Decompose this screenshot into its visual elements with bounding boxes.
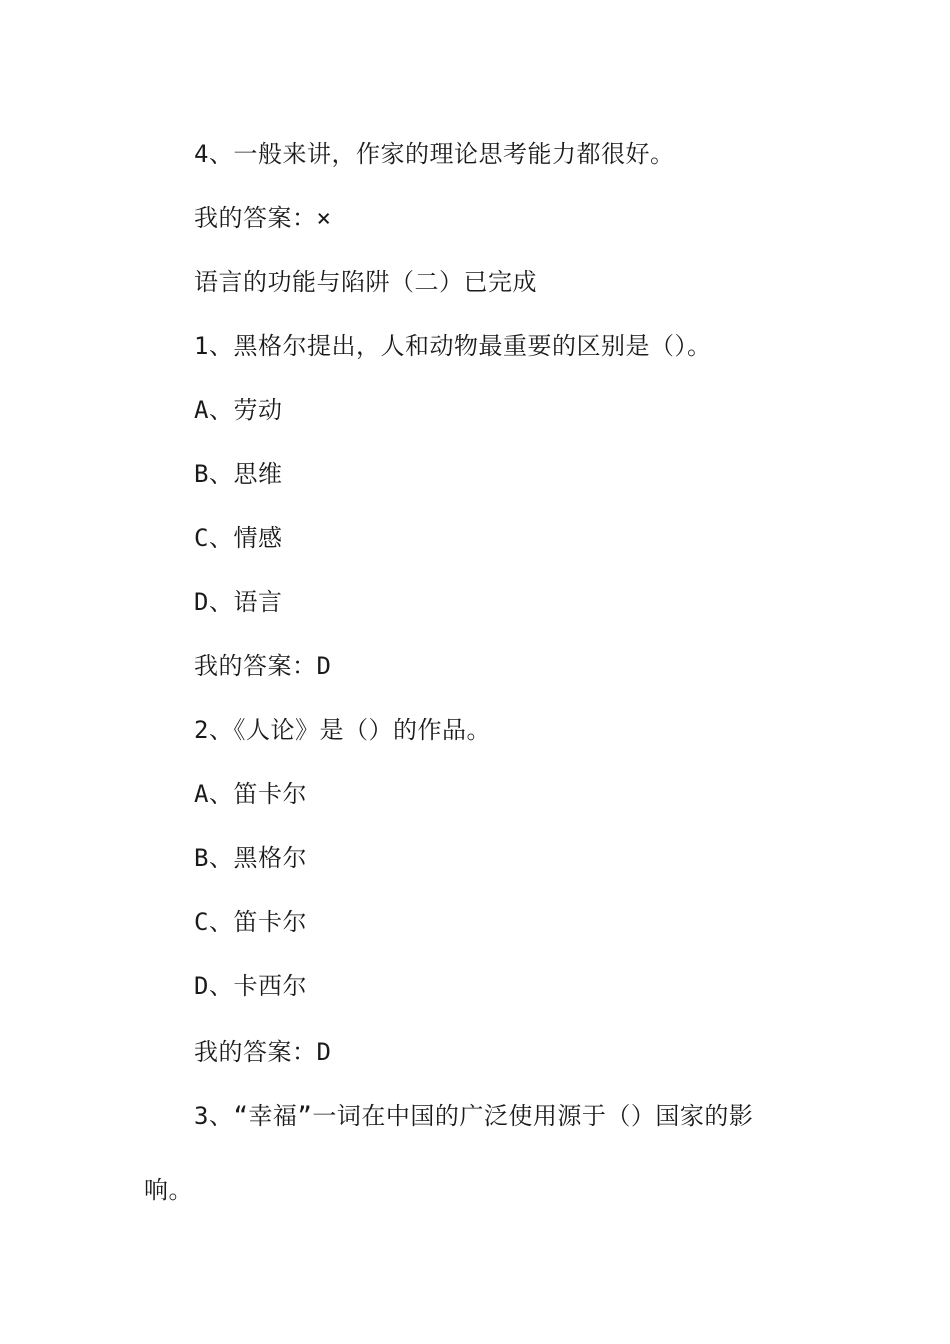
answer-q1: 我的答案：D — [194, 652, 332, 680]
question-3-text-continued: 响。 — [144, 1176, 193, 1204]
q2-option-d: D、卡西尔 — [194, 972, 307, 1000]
question-2-text: 2、《人论》是（）的作品。 — [194, 716, 491, 744]
section-heading: 语言的功能与陷阱（二）已完成 — [194, 268, 537, 296]
q1-option-c: C、情感 — [194, 524, 283, 552]
q2-option-b: B、黑格尔 — [194, 844, 307, 872]
question-1-text: 1、黑格尔提出，人和动物最重要的区别是（）。 — [194, 332, 712, 360]
q1-option-a: A、劳动 — [194, 396, 283, 424]
q1-option-d: D、语言 — [194, 588, 283, 616]
answer-q2: 我的答案：D — [194, 1038, 332, 1066]
q2-option-a: A、笛卡尔 — [194, 780, 307, 808]
answer-q4: 我的答案：× — [194, 204, 332, 232]
q1-option-b: B、思维 — [194, 460, 283, 488]
question-4-text: 4、一般来讲，作家的理论思考能力都很好。 — [194, 140, 675, 168]
q2-option-c: C、笛卡尔 — [194, 908, 307, 936]
question-3-text: 3、“幸福”一词在中国的广泛使用源于（）国家的影 — [194, 1102, 754, 1130]
